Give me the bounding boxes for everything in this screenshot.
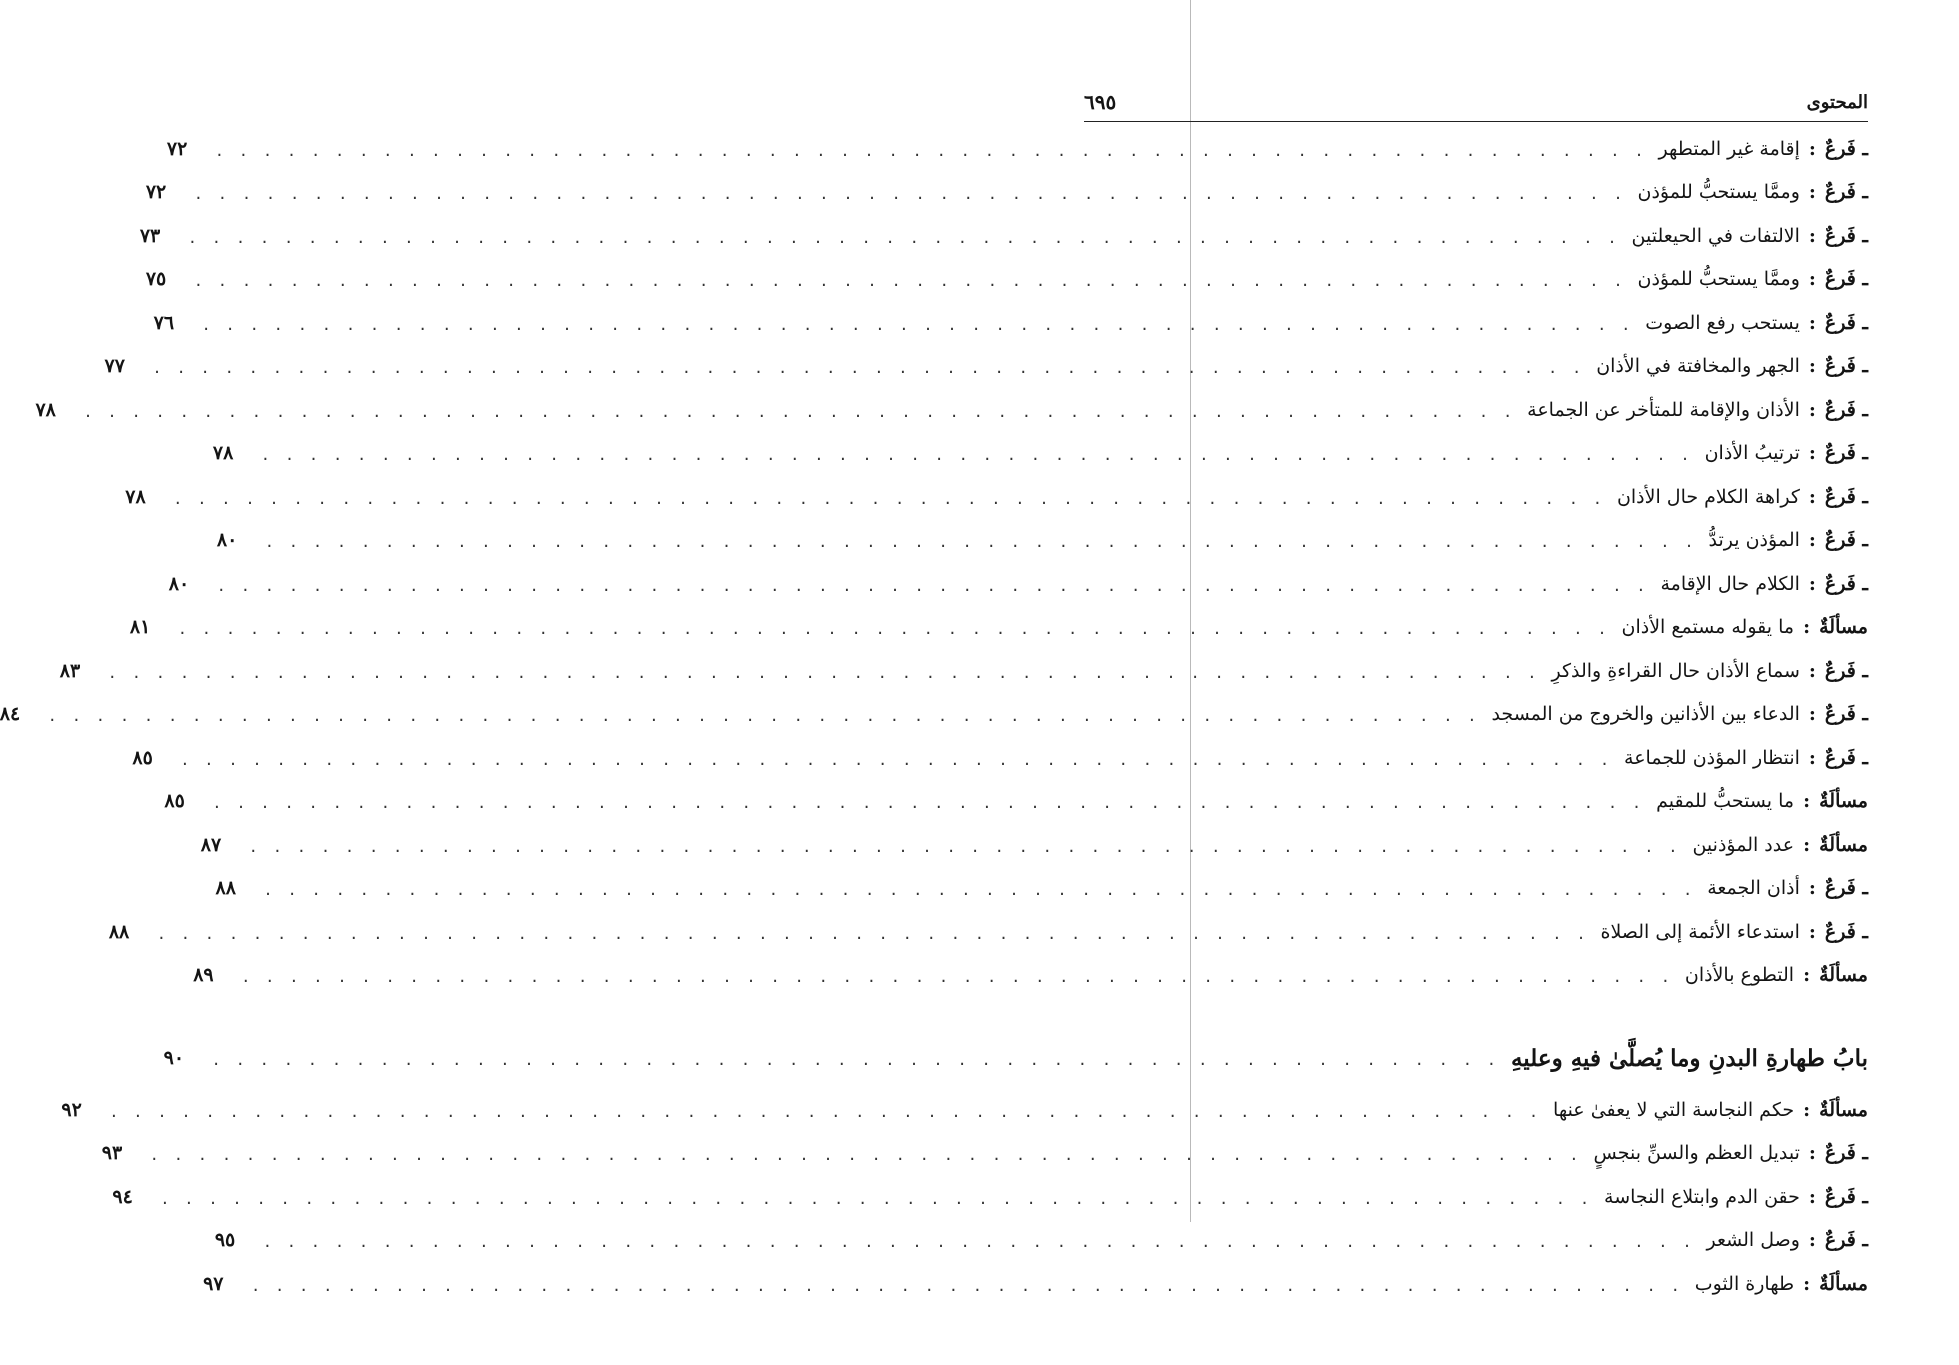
toc-entry	[168, 562, 1868, 606]
entry-label: ـ فَرعٌ	[1824, 1142, 1868, 1165]
toc-entry	[104, 345, 1868, 389]
entry-title: الأذان والإقامة للمتأخر عن الجماعة	[1527, 398, 1800, 421]
entry-page: ٧٨	[35, 398, 56, 421]
entry-page: ٧٦	[153, 311, 175, 334]
entry-page: ٨٨	[108, 920, 130, 943]
dot-leader: . . . . . . . . . . . . . . . . . . . . . . . . . . . . . . . . . . . . . . . . . . . . . . . . . . . . . . . . . . . .	[173, 489, 1605, 508]
entry-label: مسألَةٌ	[1819, 964, 1868, 987]
entry-title: يستحب رفع الصوت	[1645, 311, 1800, 334]
entry-label: مسألَةٌ	[1819, 1272, 1868, 1295]
toc-entry	[212, 432, 1868, 476]
dot-leader: . . . . . . . . . . . . . . . . . . . . . . . . . . . . . . . . . . . . . . . . . . . . . . . . . . . . . . . . . . . .	[264, 533, 1697, 552]
entry-label: ـ فَرعٌ	[1824, 1185, 1868, 1208]
toc-entry	[108, 910, 1868, 954]
dot-leader: . . . . . . . . . . . . . . . . . . . . . . . . . . . . . . . . . . . . . . . . . . . . . . . . . . . . . . . . . . . .	[83, 402, 1516, 421]
dot-leader: . . . . . . . . . . . . . . . . . . . . . . . . . . . . . . . . . . . . . . . . . . . . . . . . . . . . . . . . . . . .	[149, 1146, 1582, 1165]
toc-entry	[125, 475, 1868, 519]
entry-title: الدعاء بين الأذانين والخروج من المسجد	[1491, 703, 1800, 726]
entry-separator: :	[1803, 616, 1811, 639]
page-header	[1084, 86, 1868, 118]
entry-title: وممَّا يستحبُّ للمؤذن	[1637, 181, 1800, 204]
entry-separator: :	[1808, 268, 1816, 291]
entry-label: ـ فَرعٌ	[1824, 442, 1868, 465]
entry-page: ٧٨	[125, 485, 146, 508]
entry-title: ما يقوله مستمع الأذان	[1621, 616, 1795, 639]
entry-separator: :	[1808, 485, 1816, 508]
toc-entry	[164, 780, 1868, 824]
dot-leader: . . . . . . . . . . . . . . . . . . . . . . . . . . . . . . . . . . . . . . . . . . . . . . . . . . . . . . . . . . . .	[47, 707, 1480, 726]
entry-label: مسألَةٌ	[1819, 833, 1868, 856]
entry-label: ـ فَرعٌ	[1824, 137, 1868, 160]
entry-separator: :	[1803, 790, 1811, 813]
entry-label: ـ فَرعٌ	[1824, 703, 1868, 726]
dot-leader: . . . . . . . . . . . . . . . . . . . . . . . . . . . . . . . . . . . . . . . . . . . . . . . . . . . . . . . . . . . .	[263, 881, 1696, 900]
entry-label: ـ فَرعٌ	[1824, 268, 1868, 291]
entry-page: ٨٩	[193, 964, 214, 987]
entry-separator: :	[1808, 1185, 1816, 1208]
entry-page: ٨٥	[132, 746, 153, 769]
entry-page: ٧٥	[145, 268, 167, 291]
header-rule	[1084, 121, 1868, 122]
entry-separator: :	[1803, 1098, 1811, 1121]
entry-separator: :	[1808, 355, 1816, 378]
dot-leader: . . . . . . . . . . . . . . . . . . . . . . . . . . . . . . . . . . . . . . . . . . . . . . . . . . . . . . . . . . . .	[193, 272, 1626, 291]
entry-label: ـ فَرعٌ	[1824, 181, 1868, 204]
entry-label: ـ فَرعٌ	[1824, 659, 1868, 682]
entry-title: تبديل العظم والسنِّ بنجسٍ	[1593, 1142, 1800, 1165]
entry-label: ـ فَرعٌ	[1824, 398, 1868, 421]
entry-title: إقامة غير المتطهر	[1658, 137, 1800, 160]
entry-label: ـ فَرعٌ	[1824, 1229, 1868, 1252]
dot-leader: . . . . . . . . . . . . . . . . . . . . . . . . . . . . . . . . . . . . . . . . . . . . . . . . . . . . . . . . . . . .	[214, 141, 1647, 160]
entry-title: وصل الشعر	[1706, 1229, 1800, 1252]
entry-separator: :	[1808, 1229, 1816, 1252]
dot-leader: . . . . . . . . . . . . . . . . . . . . . . . . . . . . . . . . . . . . . . . . . . . . . . . . . . . . . . . . . . . .	[241, 968, 1673, 987]
entry-title: وممَّا يستحبُّ للمؤذن	[1637, 268, 1800, 291]
toc-entry	[145, 171, 1868, 215]
entry-label: مسألَةٌ	[1819, 1098, 1868, 1121]
toc-entry	[0, 693, 1868, 737]
entry-separator: :	[1808, 572, 1816, 595]
entry-label: ـ فَرعٌ	[1824, 485, 1868, 508]
entry-page: ٩٧	[203, 1272, 224, 1295]
entry-label: ـ فَرعٌ	[1824, 224, 1868, 247]
entry-separator: :	[1808, 920, 1816, 943]
dot-leader: . . . . . . . . . . . . . . . . . . . . . . . . . . . . . . . . . . . . . . . . . . . . . . . . . . . . . . . . . . . .	[216, 576, 1649, 595]
entry-title: انتظار المؤذن للجماعة	[1624, 746, 1800, 769]
toc-entry	[214, 1219, 1868, 1263]
entry-label: مسألَةٌ	[1819, 790, 1868, 813]
entry-separator: :	[1808, 137, 1816, 160]
entry-title: الكلام حال الإقامة	[1660, 572, 1800, 595]
entry-label: ـ فَرعٌ	[1824, 877, 1868, 900]
toc-entry	[203, 1262, 1868, 1306]
entry-page: ٨٠	[216, 529, 238, 552]
entry-title: عدد المؤذنين	[1692, 833, 1795, 856]
toc-entry	[200, 823, 1868, 867]
entry-label: ـ فَرعٌ	[1824, 311, 1868, 334]
dot-leader: . . . . . . . . . . . . . . . . . . . . . . . . . . . . . . . . . . . . . . . . . . . . . . . . . . . . . . . . . . . .	[248, 837, 1681, 856]
toc-section-adhan	[0, 127, 1868, 997]
chapter-page: ٩٠	[163, 1047, 185, 1069]
entry-separator: :	[1808, 224, 1816, 247]
entry-title: التطوع بالأذان	[1684, 964, 1795, 987]
toc-entry	[166, 127, 1868, 171]
entry-separator: :	[1808, 181, 1816, 204]
page-number: ٦٩٥	[1084, 90, 1117, 114]
dot-leader: . . . . . . . . . . . . . . . . . . . . . . . . . . . . . . . . . . . . . . . . . . . . . . . . . . . . . . . . . . . .	[177, 620, 1610, 639]
toc-entry	[193, 954, 1868, 998]
entry-title: كراهة الكلام حال الأذان	[1616, 485, 1800, 508]
running-title: المحتوى	[1806, 91, 1868, 113]
entry-page: ٨٣	[59, 659, 81, 682]
entry-page: ٧٣	[139, 224, 161, 247]
toc-entry	[145, 258, 1868, 302]
entry-separator: :	[1808, 442, 1816, 465]
entry-page: ٨٤	[0, 703, 21, 726]
entry-page: ٩٣	[101, 1142, 123, 1165]
entry-separator: :	[1808, 703, 1816, 726]
toc-entry	[35, 388, 1868, 432]
entry-page: ٨٠	[168, 572, 190, 595]
entry-separator: :	[1808, 1142, 1816, 1165]
dot-leader: . . . . . . . . . . . . . . . . . . . . . . . . . . . . . . . . . . . . . . . . . . . . . . . . . . . . . . . . . . . .	[262, 1233, 1695, 1252]
toc-entry	[216, 519, 1868, 563]
entry-label: ـ فَرعٌ	[1824, 572, 1868, 595]
entry-title: ما يستحبُّ للمقيم	[1656, 790, 1795, 813]
entry-separator: :	[1808, 529, 1816, 552]
chapter-heading	[163, 1034, 1868, 1082]
entry-label: ـ فَرعٌ	[1824, 355, 1868, 378]
entry-separator: :	[1808, 659, 1816, 682]
dot-leader: . . . . . . . . . . . . . . . . . . . . . . . . . . . . . . . . . . . . . . . . . . . . . . . . . . . . . . . . . . . .	[180, 750, 1613, 769]
dot-leader: . . . . . . . . . . . . . . . . . . . . . . . . . . . . . . . . . . . . . . . . . . . . . . . . . . . . . . . . . . . .	[251, 1276, 1683, 1295]
entry-label: ـ فَرعٌ	[1824, 529, 1868, 552]
toc-entry	[139, 214, 1868, 258]
entry-separator: :	[1808, 746, 1816, 769]
entry-title: المؤذن يرتدُّ	[1708, 529, 1800, 552]
entry-page: ٧٨	[212, 442, 234, 465]
dot-leader: . . . . . . . . . . . . . . . . . . . . . . . . . . . . . . . . . . . . . . . . . . . . . . . . . . . . . . . . . . . .	[201, 315, 1634, 334]
entry-title: أذان الجمعة	[1707, 877, 1800, 900]
entry-separator: :	[1808, 311, 1816, 334]
entry-title: حكم النجاسة التي لا يعفىٰ عنها	[1553, 1098, 1795, 1121]
entry-page: ٩٤	[112, 1185, 133, 1208]
entry-title: الجهر والمخافتة في الأذان	[1596, 355, 1800, 378]
dot-leader: . . . . . . . . . . . . . . . . . . . . . . . . . . . . . . . . . . . . . . . . . . . . . . . . . . . . . . . . . . . .	[156, 924, 1589, 943]
toc-entry	[132, 736, 1868, 780]
entry-page: ٩٥	[214, 1229, 236, 1252]
entry-page: ٧٧	[104, 355, 125, 378]
entry-title: ترتيبُ الأذان	[1704, 442, 1800, 465]
toc-entry	[101, 1132, 1868, 1176]
toc-entry	[112, 1175, 1868, 1219]
entry-separator: :	[1803, 833, 1811, 856]
toc-section-purity	[61, 1088, 1868, 1306]
entry-separator: :	[1803, 1272, 1811, 1295]
entry-title: الالتفات في الحيعلتين	[1631, 224, 1800, 247]
entry-page: ٨١	[129, 616, 151, 639]
entry-separator: :	[1808, 877, 1816, 900]
dot-leader: . . . . . . . . . . . . . . . . . . . . . . . . . . . . . . . . . . . . . . . . . . . . . . . . . . . . . . . . . . . .	[212, 794, 1645, 813]
entry-label: ـ فَرعٌ	[1824, 920, 1868, 943]
entry-page: ٨٧	[200, 833, 222, 856]
entry-page: ٨٥	[164, 790, 185, 813]
dot-leader: . . . . . . . . . . . . . . . . . . . . . . . . . . . . . . . . . . . . . . . . . . . . . . . . . . . . . .	[211, 1051, 1499, 1069]
entry-label: ـ فَرعٌ	[1824, 746, 1868, 769]
entry-title: سماع الأذان حال القراءةِ والذكرِ	[1551, 659, 1800, 682]
dot-leader: . . . . . . . . . . . . . . . . . . . . . . . . . . . . . . . . . . . . . . . . . . . . . . . . . . . . . . . . . . . .	[107, 663, 1540, 682]
entry-page: ٨٨	[215, 877, 236, 900]
dot-leader: . . . . . . . . . . . . . . . . . . . . . . . . . . . . . . . . . . . . . . . . . . . . . . . . . . . . . . . . . . . .	[160, 1189, 1593, 1208]
entry-title: طهارة الثوب	[1694, 1272, 1795, 1295]
toc-entry	[153, 301, 1868, 345]
entry-page: ٧٢	[166, 137, 188, 160]
dot-leader: . . . . . . . . . . . . . . . . . . . . . . . . . . . . . . . . . . . . . . . . . . . . . . . . . . . . . . . . . . . .	[187, 228, 1620, 247]
entry-title: حقن الدم وابتلاع النجاسة	[1604, 1185, 1800, 1208]
toc-entry	[59, 649, 1868, 693]
dot-leader: . . . . . . . . . . . . . . . . . . . . . . . . . . . . . . . . . . . . . . . . . . . . . . . . . . . . . . . . . . . .	[193, 185, 1626, 204]
toc-entry	[129, 606, 1868, 650]
dot-leader: . . . . . . . . . . . . . . . . . . . . . . . . . . . . . . . . . . . . . . . . . . . . . . . . . . . . . . . . . . . .	[109, 1102, 1542, 1121]
entry-page: ٩٢	[61, 1098, 82, 1121]
entry-label: مسألَةٌ	[1819, 616, 1868, 639]
chapter-title: بابُ طهارةِ البدنِ وما يُصلَّىٰ فيهِ وعليهِ	[1510, 1044, 1868, 1072]
entry-title: استدعاء الأئمة إلى الصلاة	[1600, 920, 1800, 943]
toc-entry	[61, 1088, 1868, 1132]
entry-page: ٧٢	[145, 181, 167, 204]
dot-leader: . . . . . . . . . . . . . . . . . . . . . . . . . . . . . . . . . . . . . . . . . . . . . . . . . . . . . . . . . . . .	[260, 446, 1693, 465]
entry-separator: :	[1803, 964, 1811, 987]
entry-separator: :	[1808, 398, 1816, 421]
dot-leader: . . . . . . . . . . . . . . . . . . . . . . . . . . . . . . . . . . . . . . . . . . . . . . . . . . . . . . . . . . . .	[152, 359, 1585, 378]
toc-entry	[215, 867, 1868, 911]
